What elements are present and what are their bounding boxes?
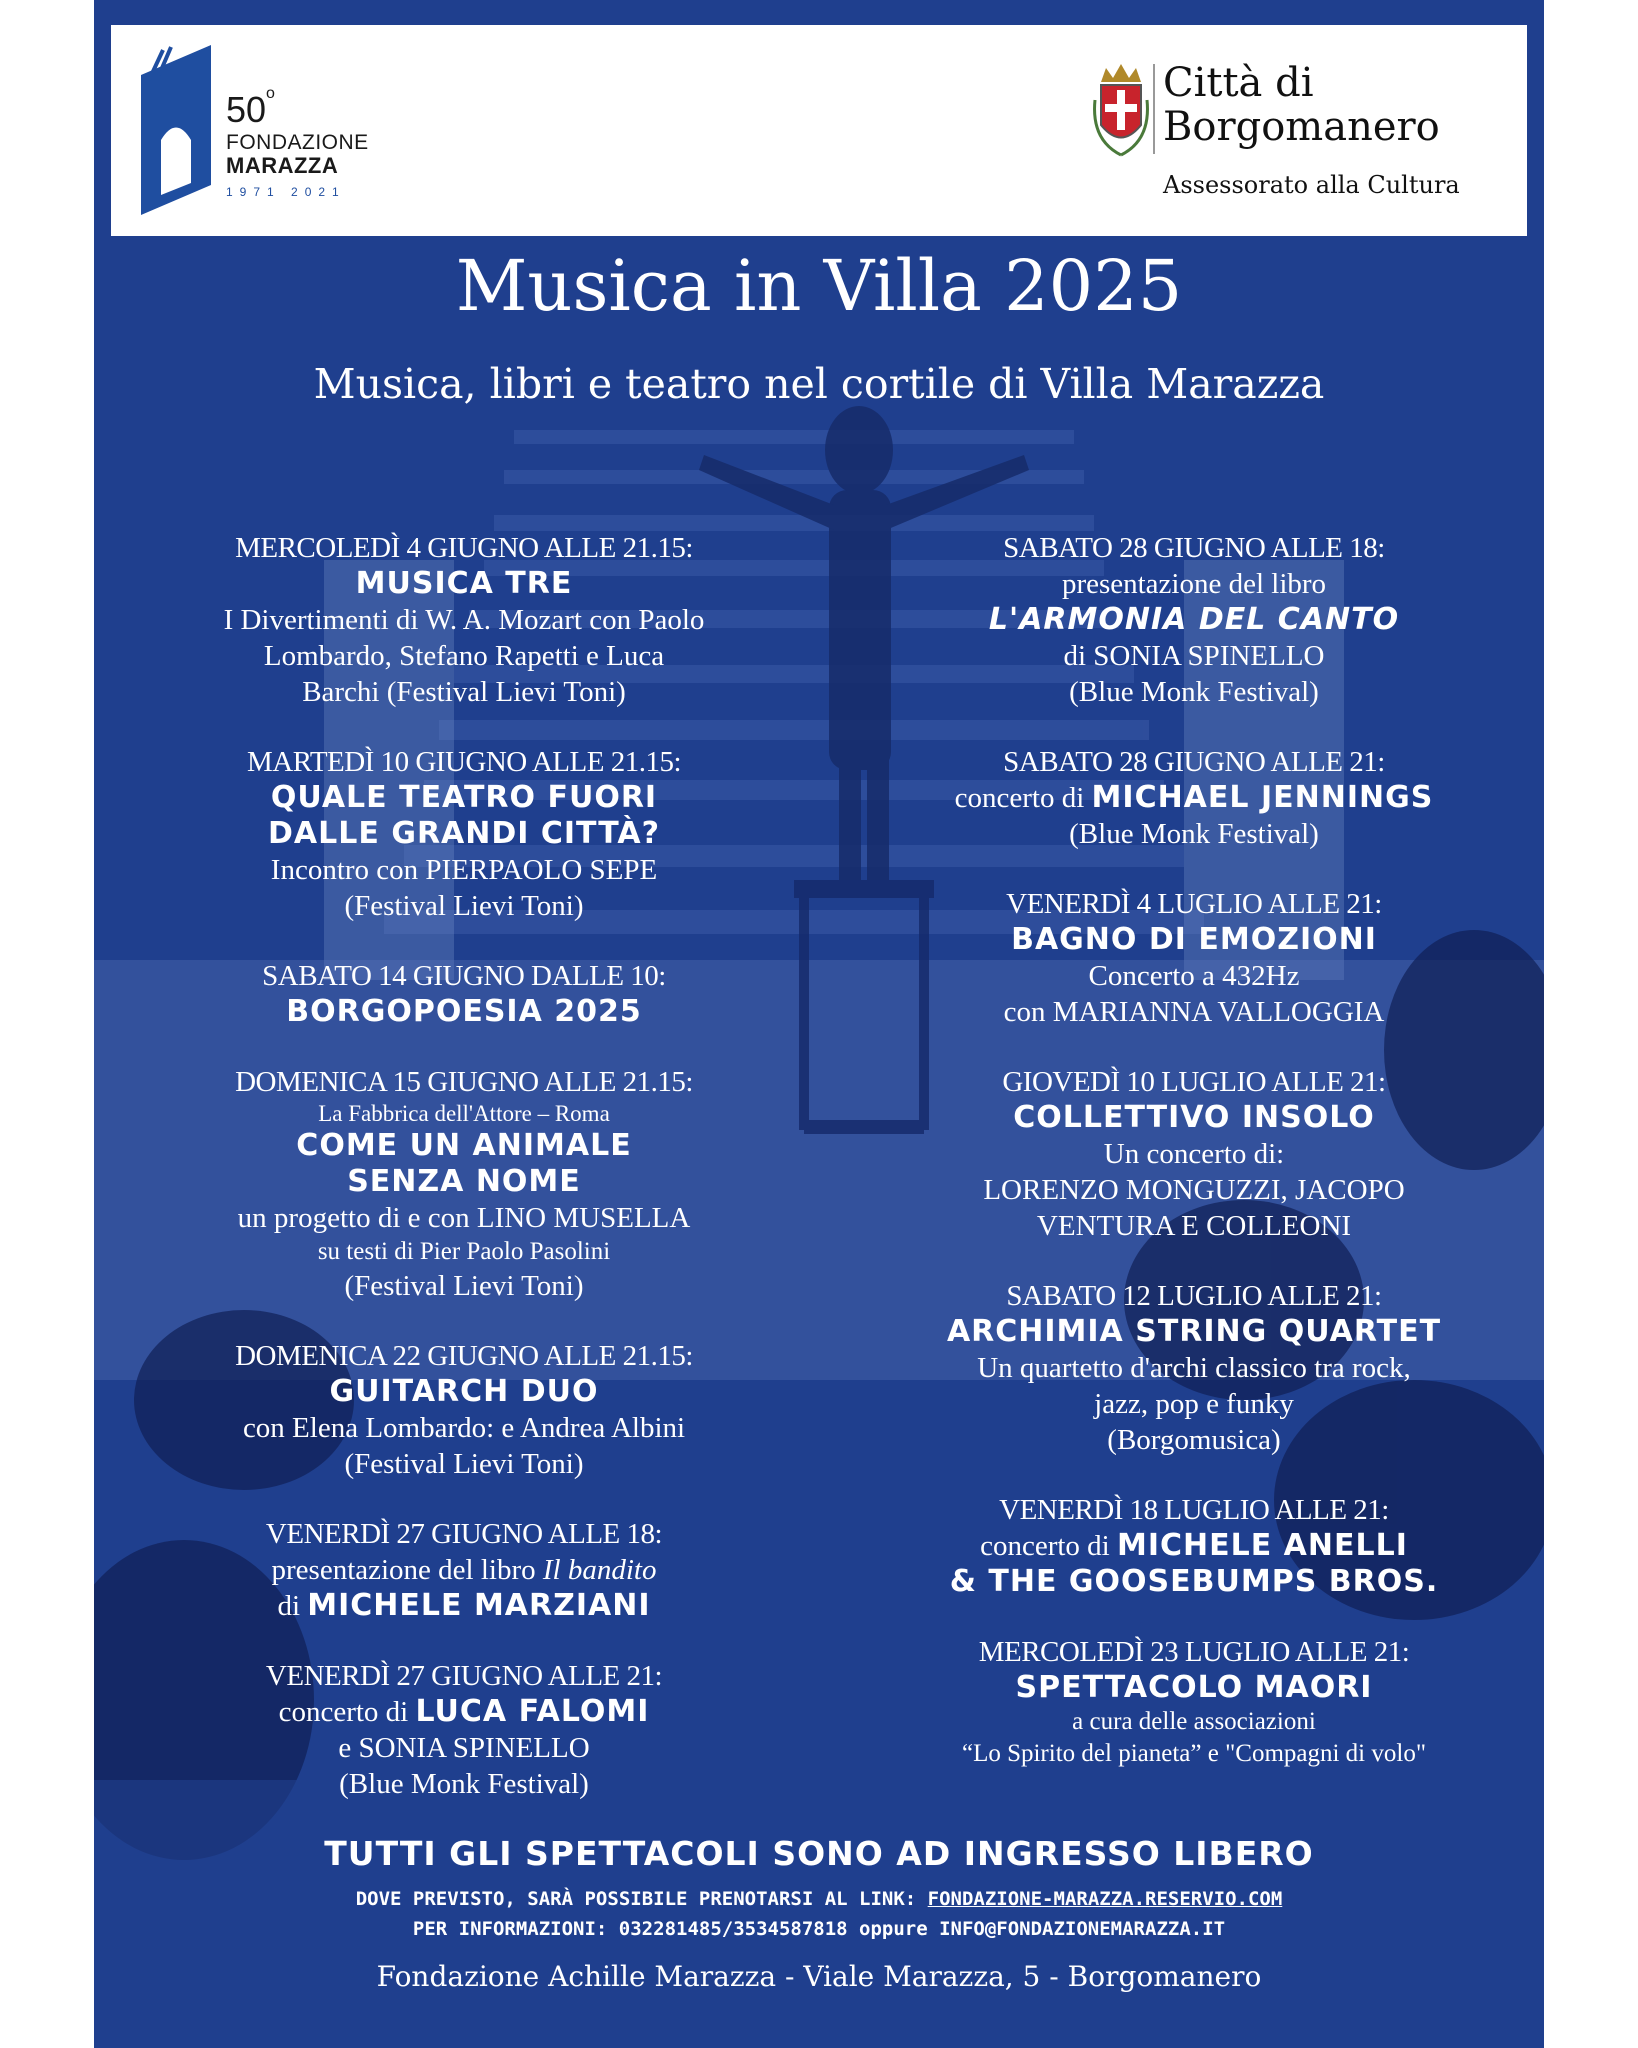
event-item: [129, 1516, 799, 1624]
citta-borgomanero-logo: [1091, 50, 1511, 220]
logo-divider: [1153, 64, 1155, 154]
anniversary-number: 50$^o$: [226, 85, 275, 130]
event-line: I Divertimenti di W. A. Mozart con Paolo: [223, 604, 705, 636]
event-title: & THE GOOSEBUMPS BROS.: [949, 1564, 1439, 1599]
event-date: SABATO 28 GIUGNO ALLE 18:: [1003, 532, 1385, 564]
page-subtitle: Musica, libri e teatro nel cortile di Villa Marazza: [313, 360, 1325, 408]
event-text: concerto di: [278, 1696, 416, 1728]
event-line: Un concerto di:: [1103, 1138, 1285, 1170]
event-line: VENTURA E COLLEONI: [1036, 1210, 1352, 1242]
event-item: [864, 1278, 1524, 1458]
event-artist: LUCA FALOMI: [415, 1694, 650, 1729]
event-line: (Blue Monk Festival): [1069, 676, 1319, 708]
event-title: L'ARMONIA DEL CANTO: [988, 602, 1400, 637]
event-line: [129, 1588, 799, 1624]
fondazione-marazza-logo: [141, 45, 401, 215]
event-line: [129, 1552, 799, 1588]
event-title: ARCHIMIA STRING QUARTET: [946, 1314, 1442, 1349]
assessorato-label: Assessorato alla Cultura: [1163, 171, 1460, 199]
booking-line: [94, 1888, 1544, 1910]
event-date: DOMENICA 15 GIUGNO ALLE 21.15:: [235, 1066, 693, 1098]
event-line: a cura delle associazioni: [1072, 1708, 1316, 1735]
event-title: MUSICA TRE: [355, 566, 573, 601]
book-arch-icon: [141, 45, 221, 215]
event-item: [129, 1338, 799, 1482]
event-line: Incontro con PIERPAOLO SEPE: [270, 854, 658, 886]
booking-text: DOVE PREVISTO, SARÀ POSSIBILE PRENOTARSI AL LINK:: [355, 1888, 928, 1910]
event-date: MARTEDÌ 10 GIUGNO ALLE 21.15:: [246, 746, 682, 778]
event-line: (Festival Lievi Toni): [344, 890, 584, 922]
event-date: VENERDÌ 27 GIUGNO ALLE 21:: [265, 1660, 663, 1692]
event-line: con MARIANNA VALLOGGIA: [1003, 996, 1385, 1028]
event-title: BORGOPOESIA 2025: [286, 994, 642, 1029]
event-line: Lombardo, Stefano Rapetti e Luca: [263, 640, 665, 672]
event-item: [864, 1064, 1524, 1244]
event-text: concerto di: [954, 782, 1092, 814]
event-title: DALLE GRANDI CITTÀ?: [268, 816, 660, 851]
event-line: [129, 1694, 799, 1730]
event-line: Concerto a 432Hz: [1088, 960, 1300, 992]
event-date: SABATO 28 GIUGNO ALLE 21:: [1003, 746, 1385, 778]
event-item: [129, 1658, 799, 1802]
free-entry-notice: TUTTI GLI SPETTACOLI SONO AD INGRESSO LIBERO: [324, 1834, 1314, 1873]
event-line: [864, 780, 1524, 816]
booking-link[interactable]: FONDAZIONE-MARAZZA.RESERVIO.COM: [927, 1888, 1283, 1910]
event-date: VENERDÌ 27 GIUGNO ALLE 18:: [265, 1518, 663, 1550]
event-title: COME UN ANIMALE: [296, 1128, 632, 1163]
event-line: (Festival Lievi Toni): [344, 1448, 584, 1480]
event-line: “Lo Spirito del pianeta” e "Compagni di volo": [961, 1740, 1427, 1767]
event-line: Barchi (Festival Lievi Toni): [302, 676, 626, 708]
event-artist: MICHELE ANELLI: [1116, 1528, 1408, 1563]
event-title: QUALE TEATRO FUORI: [270, 780, 658, 815]
event-item: [864, 530, 1524, 710]
coat-of-arms-icon: [1091, 60, 1151, 160]
book-title: Il bandito: [542, 1554, 657, 1586]
event-item: [864, 1492, 1524, 1600]
event-date: VENERDÌ 4 LUGLIO ALLE 21:: [1006, 888, 1382, 920]
event-small-line: La Fabbrica dell'Attore – Roma: [318, 1101, 610, 1126]
event-title: SPETTACOLO MAORI: [1015, 1670, 1373, 1705]
address: Fondazione Achille Marazza - Viale Marazza, 5 - Borgomanero: [376, 1960, 1262, 1993]
event-title: COLLETTIVO INSOLO: [1013, 1100, 1375, 1135]
event-date: GIOVEDÌ 10 LUGLIO ALLE 21:: [1002, 1066, 1386, 1098]
event-line: (Blue Monk Festival): [1069, 818, 1319, 850]
event-artist: MICHELE MARZIANI: [307, 1588, 651, 1623]
event-item: [864, 744, 1524, 852]
page-title: Musica in Villa 2025: [455, 245, 1183, 327]
event-item: [129, 530, 799, 710]
right-event-column: [864, 530, 1524, 1804]
event-line: presentazione del libro: [1061, 568, 1327, 600]
header-banner: [111, 25, 1527, 236]
event-title: GUITARCH DUO: [329, 1374, 599, 1409]
event-text: presentazione del libro: [271, 1554, 543, 1586]
info-line: PER INFORMAZIONI: 032281485/3534587818 oppure INFO@FONDAZIONEMARAZZA.IT: [412, 1918, 1226, 1940]
years-label: 1971 2021: [226, 185, 346, 199]
event-date: MERCOLEDÌ 4 GIUGNO ALLE 21.15:: [235, 532, 693, 564]
event-text: di: [277, 1590, 308, 1622]
event-text: concerto di: [980, 1530, 1117, 1562]
event-item: [129, 958, 799, 1030]
left-event-column: [129, 530, 799, 1836]
event-line: di SONIA SPINELLO: [1063, 640, 1325, 672]
marazza-label: MARAZZA: [226, 153, 339, 178]
event-date: MERCOLEDÌ 23 LUGLIO ALLE 21:: [978, 1636, 1410, 1668]
borgomanero-label: Borgomanero: [1163, 104, 1440, 150]
event-line: un progetto di e con LINO MUSELLA: [237, 1202, 691, 1234]
event-date: SABATO 12 LUGLIO ALLE 21:: [1006, 1280, 1382, 1312]
event-artist: MICHAEL JENNINGS: [1091, 780, 1434, 815]
event-line: su testi di Pier Paolo Pasolini: [317, 1238, 611, 1265]
event-date: SABATO 14 GIUGNO DALLE 10:: [262, 960, 666, 992]
event-line: (Festival Lievi Toni): [344, 1270, 584, 1302]
event-item: [864, 1634, 1524, 1770]
event-line: jazz, pop e funky: [1094, 1388, 1294, 1420]
event-line: [864, 1528, 1524, 1564]
event-line: (Borgomusica): [1107, 1424, 1281, 1456]
event-title: SENZA NOME: [347, 1164, 581, 1199]
citta-di-label: Città di: [1163, 60, 1314, 106]
event-line: con Elena Lombardo: e Andrea Albini: [242, 1412, 686, 1444]
event-date: DOMENICA 22 GIUGNO ALLE 21.15:: [235, 1340, 693, 1372]
event-item: [129, 744, 799, 924]
event-line: Un quartetto d'archi classico tra rock,: [977, 1352, 1411, 1384]
event-line: (Blue Monk Festival): [339, 1768, 589, 1800]
event-line: LORENZO MONGUZZI, JACOPO: [983, 1174, 1405, 1206]
event-item: [129, 1064, 799, 1304]
event-line: e SONIA SPINELLO: [338, 1732, 590, 1764]
poster: [94, 0, 1544, 2048]
event-date: VENERDÌ 18 LUGLIO ALLE 21:: [999, 1494, 1389, 1526]
fondazione-label: FONDAZIONE: [226, 131, 369, 154]
event-title: BAGNO DI EMOZIONI: [1011, 922, 1377, 957]
event-item: [864, 886, 1524, 1030]
